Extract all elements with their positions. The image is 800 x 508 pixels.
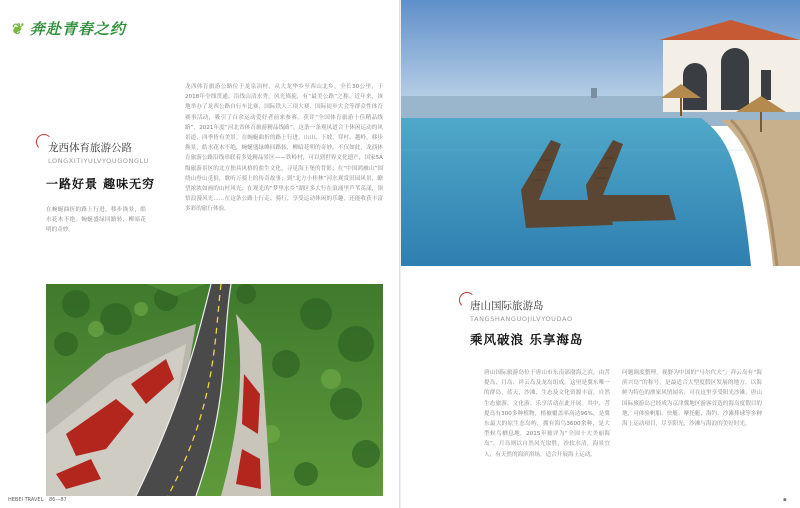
mountain-road-image bbox=[46, 284, 383, 496]
footer-pages: 86—87 bbox=[48, 497, 67, 503]
section-body-left: 唐山国际旅游岛位于唐山市东南部渤海之滨，由菩提岛、月岛、祥云岛及龙岛组成。这里是冀东唯一的群岛，蓝天、沙滩、生态及文化资源丰富，自然生态旅游、文化游、乐享活动在此开展。其中，菩提岛有300多种植物，植被覆盖率高达96%，是冀东最大的原生态岛屿，拥有海鸟3600余种，是大型候鸟栖息地。2015年被评为“全国十大美丽海岛”，月岛则以自然风光取胜，沙软水清，海景宜人，有天然的海滨浴场，适合开展海上运动。 bbox=[484, 370, 610, 458]
section-body: 龙西体育旅游公路位于龙泉冶村，从大龙华乡至西山北乡，全长30公里，于2018年全线贯通。沿线山清水秀，风光旖旎，有“最美公路”之称。近年来，该地举办了龙西公路自行车比赛、国际铁人三项大赛、国际徒步大会等群众性体育赛事活动，吸引了百余运动爱好者前来参赛。获评“全国体育旅游十佳精品线路”，2021年度“河北省体育旅游精品线路”。这条一条观风道合于休闲运动的风景道，四季皆有美景。在蜿蜒曲折的路上行进，山山、下坡、穿村、越岭，移步换景，皓水花木不绝，蜿蜒盛绿峰回路转，柳暗花明的奇妙。不仅如此，龙西体育旅游公路沿线串联着多处精品景区——铁岭村，可以到世界文化遗产，国家5A级旅游景区的北方独具风格的盐生文化，寻觅海王堡的背影；在“中国鸿雁山”围绕山登山觅狼，歌听万骑上的传奇故事；到“北方小桂林”河水观赏田园风景，瞭望浓浓如画的山村风光；在观光的“梦里水乡”湖区多大行在浪涌里芦苇荡漾，领悟浪漫风光……在这条公路上行走、骑行，享受运动休闲的乐趣，还能收获丰富多彩的旅行体验。 bbox=[185, 84, 383, 213]
section-heading-longxi bbox=[48, 140, 149, 165]
section-headline: 一路好景 趣味无穷 bbox=[46, 177, 156, 191]
footer-magazine bbox=[8, 497, 67, 503]
section-body-right: 问题调度整理，视野为中国的“马尔代夫”；祥云岛有“海滨兴岛”的称号，是最适合大型度假区发展的地方，以海鲜为特色的渔家风情闻名，可在这里享受阳光沙滩。唐山国际旅游岛已经成为京津冀地区游客首选的海岛度假目的地，可体验帆船、快艇、摩托艇、海钓、沙滩排球等多种海上运动项目，尽享阳光、沙滩与海浪的美好时光。 bbox=[622, 370, 762, 428]
brand-title bbox=[10, 18, 126, 39]
section-headline: 乘风破浪 乐享海岛 bbox=[470, 332, 584, 347]
section-title: 唐山国际旅游岛 bbox=[470, 300, 544, 312]
section-pinyin: LONGXITIYULVYOUGONGLU bbox=[48, 157, 149, 165]
leaf-icon: ❦ bbox=[10, 20, 24, 38]
section-intro: 在蜿蜒曲折的路上行进，移步换景，皓水花木不绝。蜿蜒盛绿回路转，柳暗花明的奇妙。 bbox=[46, 207, 146, 234]
section-title: 龙西体育旅游公路 bbox=[48, 142, 132, 154]
resort-photo bbox=[401, 0, 800, 266]
road-photo bbox=[46, 284, 383, 496]
section-heading-tangshan bbox=[470, 298, 573, 323]
page-gutter bbox=[399, 0, 401, 508]
footer-magazine-name: HEBEI TRAVEL bbox=[8, 497, 44, 503]
sea-resort-pool-image bbox=[401, 0, 800, 266]
page-number-marker: ▪ bbox=[783, 497, 787, 503]
brand-title-text: 奔赴青春之约 bbox=[29, 20, 126, 38]
section-pinyin: TANGSHANGUOJILVYOUDAO bbox=[470, 315, 573, 323]
